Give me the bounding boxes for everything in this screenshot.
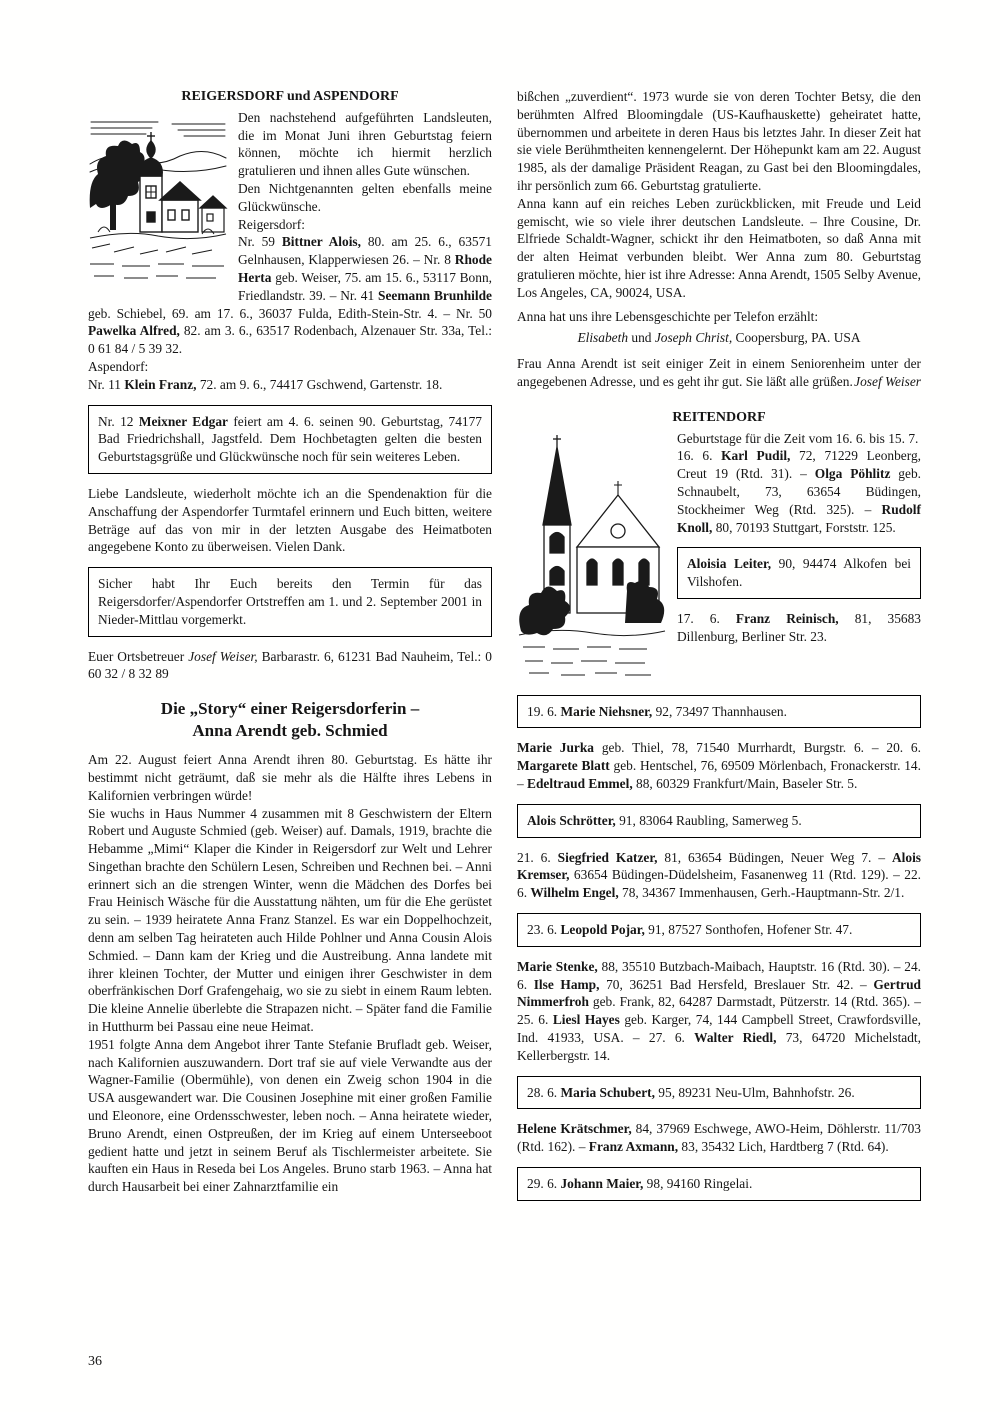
meixner-birthday-box: [88, 405, 492, 474]
village-church-illustration-icon: [88, 112, 228, 284]
entry-june28: Helene Krätschmer, 84, 37969 Eschwege, AWO-Heim, Döhlerstr. 11/703 (Rtd. 162). – Franz Axmann, 83, 35432 Lich, Hardtberg 7 (Rtd. 64).: [517, 1121, 921, 1155]
pojar-box-text: 23. 6. Leopold Pojar, 91, 87527 Sonthofen, Hofener Str. 47.: [527, 921, 853, 937]
ortsbetreuer-paragraph: Euer Ortsbetreuer Josef Weiser, Barbarastr. 6, 61231 Bad Nauheim, Tel.: 0 60 32 / 8 32 89: [88, 648, 492, 682]
greeting-paragraph-2: Den Nichtgenannten gelten ebenfalls meine Glückwünsche.: [238, 180, 492, 214]
reigersdorf-section: [88, 109, 492, 394]
aspendorf-birthday-list: Nr. 11 Klein Franz, 72. am 9. 6., 74417 Gschwend, Gartenstr. 18.: [88, 376, 443, 392]
story-paragraph-2: Sie wuchs in Haus Nummer 4 zusammen mit 8 Geschwistern der Eltern Robert und Auguste Schmied (geb. Weiser) auf. Damals, 1919, brachte die Hebamme „Mimi“ Klaper die Kinder in Reigersdorf zur Welt und Lehrer Singethan brachte den Schülern Lesen, Schreiben und Rechnen bei. – Anni erinnert sich an die strengen Winter, wenn die Mädchen des Dorfes bei Frau Heinisch Wäsche für die Ausstattung nähten, um für die Ehe gerüstet zu sein. – 1939 heiratete Anna Franz Stanzel. Es war ein Doppelhochzeit, denn am selben Tag heirateten auch Hilde Pohlner und Anna Cousin Alois Schmied. – Dann kam der Krieg und die Austreibung. Anna landete mit ihrer kleinen Tochter, der Mutter und einigen ihrer Geschwister in dem oberfränkischen Dorf Grafengehaig, wo sie zu siebt in einem Raum lebten. Die kleine Annelie überlebte die Strapazen nicht. – Später fand die Familie in Hutthurm bei Passau eine neue Heimat.: [88, 805, 492, 1035]
leiter-box-text: Aloisia Leiter, 90, 94474 Alkofen bei Vilshofen.: [687, 556, 912, 590]
section-title-reigersdorf: REIGERSDORF und ASPENDORF: [181, 89, 399, 104]
entry-june20: Marie Jurka geb. Thiel, 78, 71540 Murrhardt, Burgstr. 6. – 20. 6. Margarete Blatt geb. Hentschel, 76, 69509 Mörlenbach, Fronackerstr. 14. – Edeltraud Emmel, 88, 60329 Frankfurt/Main, Baseler Str. 5.: [517, 740, 921, 791]
schubert-birthday-box: [517, 1076, 921, 1110]
story-heading-line1: Die „Story“ einer Reigersdorferin –: [160, 699, 420, 719]
page-number: 36: [88, 1354, 102, 1369]
story-paragraph-4: bißchen „zuverdient“. 1973 wurde sie von deren Tochter Betsy, die den berühmten Alfred Bloomingdale (US-Kaufhauskette) geheiratet hatte, übernommen und arbeitete in deren Haus bis letztes Jahr. In dieser Zeit hat sie viele Berühmtheiten kennengelernt. Der Höhepunkt kam am 22. August 1985, als der damalige Präsident Reagan, zu Gast bei den Bloomingdales, ihr persönlich zum 66. Geburtstag gratulierte.: [517, 89, 921, 193]
pojar-birthday-box: [517, 913, 921, 947]
niehsner-birthday-box: [517, 695, 921, 729]
reitendorf-intro: Geburtstage für die Zeit vom 16. 6. bis 15. 7.: [677, 430, 919, 446]
schroetter-box-text: Alois Schrötter, 91, 83064 Raubling, Samerweg 5.: [527, 812, 802, 828]
entry-june16: 16. 6. Karl Pudil, 72, 71229 Leonberg, Creut 19 (Rtd. 31). – Olga Pöhlitz geb. Schnaubelt, 73, 63654 Büdingen, Stockheimer Weg (Rtd. 325). – Rudolf Knoll, 80, 70193 Stuttgart, Forststr. 125.: [677, 448, 921, 535]
ortstreffen-box: [88, 567, 492, 636]
right-column: [517, 88, 921, 1212]
meixner-box-text: Nr. 12 Meixner Edgar feiert am 4. 6. seinen 90. Geburtstag, 74177 Bad Friedrichshall, Jagstfeld. Dem Hochbetagten gelten die besten Geburtstagsgrüße und Glückwünsche noch für sein weiteres Leben.: [98, 413, 482, 465]
story-contributors-line: Elisabeth und Joseph Christ, Coopersburg, PA. USA: [577, 330, 861, 346]
maier-birthday-box: [517, 1167, 921, 1201]
entry-june21: 21. 6. Siegfried Katzer, 81, 63654 Büdingen, Neuer Weg 7. – Alois Kremser, 63654 Büdingen-Düdelsheim, Fasanenweg 11 (Rtd. 129). – 22. 6. Wilhelm Engel, 78, 34367 Immenhausen, Gerh.-Hauptmann-Str. 2/1.: [517, 849, 922, 901]
maier-box-text: 29. 6. Johann Maier, 98, 94160 Ringelai.: [527, 1175, 753, 1191]
story-paragraph-1: Am 22. August feiert Anna Arendt ihren 80. Geburtstag. Es hätte ihr bestimmt nicht geträumt, daß sie mehr als die Hälfte ihres Lebens in Kalifornien verbringen würde!: [88, 752, 492, 803]
gothic-church-illustration-icon: [517, 433, 667, 681]
schroetter-birthday-box: [517, 804, 921, 838]
greeting-paragraph: Den nachstehend aufgeführten Landsleuten, die im Monat Juni ihren Geburtstag feiern können, möchte ich hiermit herzlich gratulieren und ihnen alles Gute wünschen.: [238, 109, 492, 179]
schubert-box-text: 28. 6. Maria Schubert, 95, 89231 Neu-Ulm, Bahnhofstr. 26.: [527, 1084, 855, 1100]
story-heading-line2: Anna Arendt geb. Schmied: [192, 721, 388, 741]
reitendorf-section: [517, 430, 921, 684]
donation-paragraph: Liebe Landsleute, wiederholt möchte ich an die Spendenaktion für die Anschaffung der Aspendorfer Turmtafel erinnern und Euch bitten, weitere Beträge auf das von mir in der letzten Ausgabe des Heimatboten angegebene Konto zu überweisen. Vielen Dank.: [88, 485, 492, 555]
niehsner-box-text: 19. 6. Marie Niehsner, 92, 73497 Thannhausen.: [527, 703, 787, 719]
story-heading: [92, 698, 488, 742]
signature: Josef Weiser: [854, 373, 921, 389]
story-paragraph-3: 1951 folgte Anna dem Angebot ihrer Tante Stefanie Brufladt geb. Weiser, nach Kalifornien auszuwandern. Dort traf sie auf viele Verwandte aus der Wagner-Familie (Obermühle), von denen ein Zweig schon 1904 in die USA ausgewandert war. Die Cousinen Josephine mit einer großen Familie und Eleonore, eine Ordensschwester, leben noch. – Anna heiratete wieder, Bruno Arendt, einen Ostpreußen, der im Krieg auf einem Unterseeboot gedient hatte und jetzt in seinem Beruf als Tischlermeister arbeitete. Sie kauften ein Haus in Reseda bei Los Angeles. Bruno starb 1963. – Anna hat durch Hausarbeit bei einer Zahnarztfamilie ein: [88, 1036, 492, 1195]
senior-note-text: Frau Anna Arendt ist seit einiger Zeit in einem Seniorenheim unter der angegebenen Adresse, und es geht ihr gut. Sie läßt alle grüßen.: [517, 356, 921, 389]
entry-june24: Marie Stenke, 88, 35510 Butzbach-Maibach, Hauptstr. 16 (Rtd. 30). – 24. 6. Ilse Hamp, 70, 36251 Bad Hersfeld, Breslauer Str. 42. – Gertrud Nimmerfroh geb. Frank, 82, 64287 Darmstadt, Pützerstr. 14 (Rtd. 365). – 25. 6. Liesl Hayes geb. Karger, 74, 144 Campbell Street, Crawfordsville, Ind. 41933, USA. – 27. 6. Walter Riedl, 73, 64720 Michelstadt, Kellerbergstr. 14.: [517, 958, 921, 1063]
story-paragraph-5: Anna kann auf ein reiches Leben zurückblicken, mit Freude und Leid gemischt, wie so viele ihrer deutschen Landsleute. – Ihre Cousine, Dr. Elfriede Schaldt-Wagner, schickt ihr den Heimatboten, so daß Anna mit der alten Heimat verbunden bleibt. Wer Anna zum 80. Geburtstag gratulieren möchte, hier ist ihre Adresse: Anna Arendt, 1505 Selby Avenue, Los Angeles, CA, 90024, USA.: [517, 195, 921, 300]
ortstreffen-box-text: Sicher habt Ihr Euch bereits den Termin für das Reigersdorfer/Aspendorfer Ortstreffen am 1. und 2. September 2001 in Nieder-Mittlau vorgemerkt.: [98, 576, 482, 627]
story-telefon-line: Anna hat uns ihre Lebensgeschichte per Telefon erzählt:: [517, 308, 819, 324]
entry-june17: 17. 6. Franz Reinisch, 81, 35683 Dillenburg, Berliner Str. 23.: [677, 610, 921, 644]
reigersdorf-birthday-list: Nr. 59 Bittner Alois, 80. am 25. 6., 63571 Gelnhausen, Klapperwiesen 26. – Nr. 8 Rhode Herta geb. Weiser, 75. am 15. 6., 53117 Bonn, Friedlandstr. 39. – Nr. 41 Seemann Brunhilde geb. Schiebel, 69. am 17. 6., 36037 Fulda, Edith-Stein-Str. 4. – Nr. 50 Pawelka Alfred, 82. am 3. 6., 63517 Rodenbach, Alzenauer Str. 33a, Tel.: 0 61 84 / 5 39 32.: [88, 234, 493, 357]
leiter-birthday-box: [677, 547, 921, 599]
story-senior-note: [517, 355, 921, 391]
section-title-reitendorf: REITENDORF: [672, 409, 766, 425]
aspendorf-label: Aspendorf:: [88, 358, 149, 374]
reigersdorf-label: Reigersdorf:: [238, 216, 305, 232]
left-column: [88, 88, 492, 1212]
